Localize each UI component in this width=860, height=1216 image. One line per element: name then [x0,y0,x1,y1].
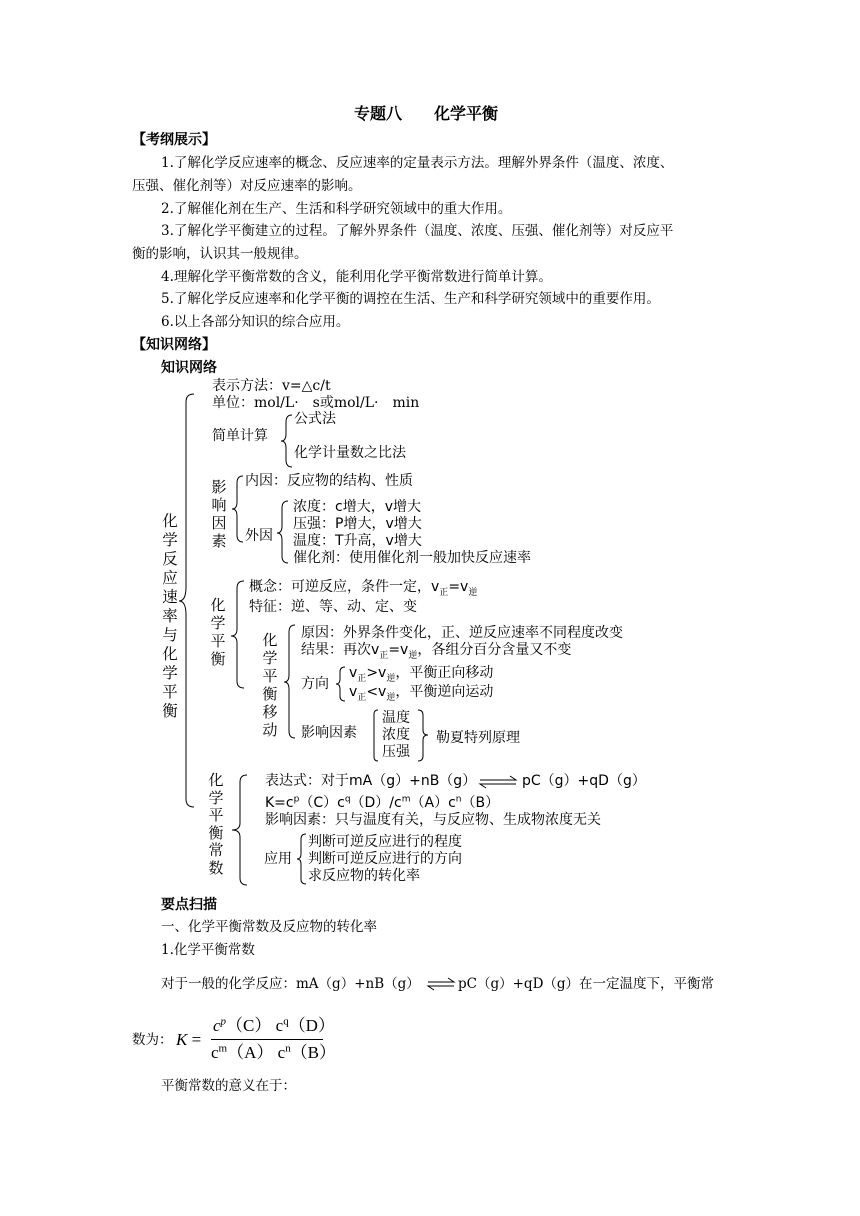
factor-bracket [231,475,245,545]
internal-factor: 内因：反应物的结构、性质 [245,473,413,489]
outline-item: 4.理解化学平衡常数的含义，能利用化学平衡常数进行简单计算。 [161,269,552,285]
shift-factors-label: 影响因素 [301,725,357,741]
reversible-arrow [478,775,518,789]
shift-cause: 原因：外界条件变化，正、逆反应速率不同程度改变 [301,625,623,641]
application-direction: 判断可逆反应进行的方向 [308,851,462,867]
external-item-temperature: 温度：T升高，v增大 [293,533,422,549]
constant-expression-right: pC（g）+qD（g） [522,773,646,789]
outline-item: 衡的影响，认识其一般规律。 [132,246,308,262]
section-heading-network: 【知识网络】 [132,337,216,353]
shift-factor-temperature: 温度 [382,710,410,726]
outline-item: 压强、催化剂等）对反应速率的影响。 [132,178,362,194]
general-reaction-left: 对于一般的化学反应：mA（g）+nB（g） [161,976,420,992]
simple-calc-label: 简单计算 [212,428,268,444]
equilibrium-label: 化学平衡 [210,596,226,668]
direction-label: 方向 [301,676,329,692]
le-chatelier-principle: 勒夏特列原理 [436,730,520,746]
constant-k-formula: $K=c^p(C)c^q(D)/c^m(A)c^n(B)$ [265,794,500,811]
outline-item: 6.以上各部分知识的综合应用。 [161,314,350,330]
equilibrium-bracket [230,580,246,692]
k-numerator: $c^p(C)$ $c^q(D)$ [213,1015,335,1035]
application-bracket [296,833,308,887]
external-item-pressure: 压强：P增大，v增大 [293,516,422,532]
outline-item: 1.了解化学反应速率的概念、反应速率的定量表示方法。理解外界条件（温度、浓度、 [161,155,674,171]
direction-backward: $v_正<v_逆$，平衡逆向运动 [349,684,494,703]
general-reaction-right: pC（g）+qD（g）在一定温度下，平衡常 [458,976,715,992]
k-denominator: $c^m(A)$ $c^n(B)$ [211,1042,337,1062]
page-title: 专题八 化学平衡 [354,104,499,123]
constant-bracket [231,774,249,888]
shift-factors-bracket-left [370,709,380,763]
shift-factors-bracket-right [416,709,430,763]
section-heading-outline: 【考纲展示】 [132,132,216,148]
constant-influence: 影响因素：只与温度有关，与反应物、生成物浓度无关 [265,812,601,828]
shift-factor-concentration: 浓度 [382,727,410,743]
calc-item-formula: 公式法 [294,411,336,427]
shift-bracket [283,624,297,742]
external-bracket [276,500,290,566]
external-label: 外因 [245,528,273,544]
equilibrium-feature: 特征：逆、等、动、定、变 [249,599,417,615]
general-reversible-arrow [426,977,456,991]
constant-expression: 表达式：对于mA（g）+nB（g） [265,773,477,789]
point-heading: 一、化学平衡常数及反应物的转化率 [161,919,377,935]
calc-item-ratio: 化学计量数之比法 [294,445,406,461]
k-symbol: K = [176,1030,202,1049]
outline-item: 2.了解催化剂在生产、生活和科学研究领域中的重大作用。 [161,201,512,217]
equilibrium-concept: 概念：可逆反应，条件一定，$v_正=v_逆$ [249,579,478,598]
outline-item: 3.了解化学平衡建立的过程。了解外界条件（温度、浓度、压强、催化剂等）对反应平 [161,223,674,239]
outline-item: 5.了解化学反应速率和化学平衡的调控在生活、生产和科学研究领域中的重要作用。 [161,291,660,307]
k-prefix: 数为： [132,1032,173,1048]
network-label: 知识网络 [161,360,217,376]
shift-factor-pressure: 压强 [382,744,410,760]
rate-formula: 表示方法：v=△c/t [212,378,331,394]
shift-label: 化学平衡移动 [262,631,278,739]
calc-bracket [280,414,294,470]
section-heading-points: 要点扫描 [161,897,217,913]
application-conversion: 求反应物的转化率 [308,868,420,884]
point-subheading: 1.化学平衡常数 [161,942,255,958]
direction-bracket [335,666,347,704]
shift-result: 结果：再次$v_正=v_逆$，各组分百分含量又不变 [301,642,572,661]
rate-unit: 单位：mol/L· s或mol/L· min [212,395,420,411]
external-item-catalyst: 催化剂：使用催化剂一般加快反应速率 [293,550,531,566]
constant-label: 化学平衡常数 [208,771,224,877]
external-item-concentration: 浓度：c增大，v增大 [293,499,421,515]
constant-meaning: 平衡常数的意义在于： [161,1078,296,1094]
rate-factor-label: 影响因素 [211,478,227,550]
map-root-label: 化学反应速率与化学平衡 [162,512,178,720]
k-fraction-bar [211,1039,323,1040]
application-extent: 判断可逆反应进行的程度 [308,834,462,850]
application-label: 应用 [264,851,292,867]
root-bracket [178,392,198,812]
direction-forward: $v_正>v_逆$，平衡正向移动 [349,665,494,684]
